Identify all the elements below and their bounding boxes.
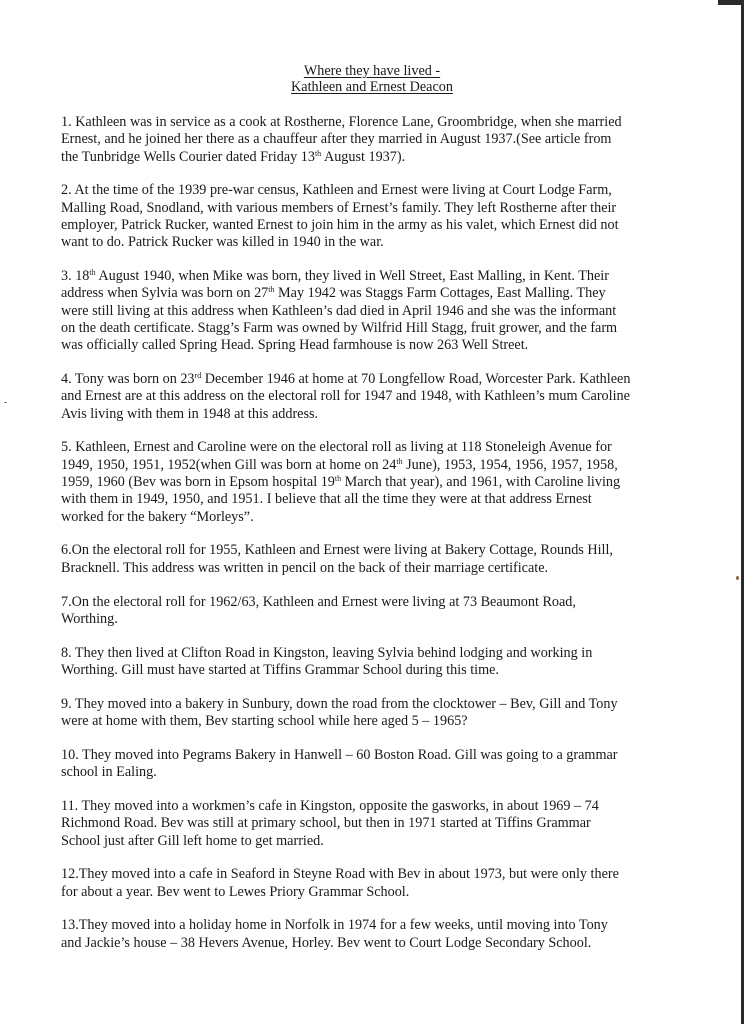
text-line: and Jackie’s house – 38 Hevers Avenue, Horley. Bev went to Court Lodge Secondary School. — [61, 934, 592, 951]
paragraph-12 — [61, 866, 661, 901]
paragraph-6 — [61, 542, 661, 577]
scan-speck — [736, 576, 739, 580]
paragraph-11 — [61, 798, 661, 850]
text-line: school in Ealing. — [61, 764, 157, 781]
text-line: were at home with them, Bev starting school while here aged 5 – 1965? — [61, 713, 468, 730]
text-line: 10. They moved into Pegrams Bakery in Hanwell – 60 Boston Road. Gill was going to a grammar — [61, 746, 618, 763]
text-line: with them in 1949, 1950, and 1951. I believe that all the time they were at that address Ernest — [61, 491, 592, 508]
text-line: were still living at this address when Kathleen’s dad died in April 1946 and she was the informant — [61, 302, 617, 319]
text-line: Ernest, and he joined her there as a chauffeur after they married in August 1937.(See article from — [61, 131, 612, 148]
text-line: 5. Kathleen, Ernest and Caroline were on the electoral roll as living at 118 Stoneleigh Avenue for — [61, 439, 612, 456]
text-line: 1. Kathleen was in service as a cook at Rostherne, Florence Lane, Groombridge, when she married — [61, 114, 622, 130]
text-line: want to do. Patrick Rucker was killed in 1940 in the war. — [61, 234, 384, 251]
text-line: 1949, 1950, 1951, 1952(when Gill was born at home on 24th June), 1953, 1954, 1956, 1957, 1958, — [61, 456, 618, 473]
text-line: on the death certificate. Stagg’s Farm was owned by Wilfrid Hill Stagg, fruit grower, and the farm — [61, 319, 618, 336]
text-line: 13.They moved into a holiday home in Norfolk in 1974 for a few weeks, until moving into Tony — [61, 917, 608, 934]
text-line: was officially called Spring Head. Spring Head farmhouse is now 263 Well Street. — [61, 337, 529, 354]
text-line: 12.They moved into a cafe in Seaford in Steyne Road with Bev in about 1973, but were only there — [61, 866, 619, 883]
paragraph-10 — [61, 747, 661, 782]
paragraph-13 — [61, 917, 661, 952]
paragraph-4 — [61, 371, 661, 423]
paragraph-5 — [61, 439, 661, 525]
title-line-1: Where they have lived - — [303, 63, 441, 79]
text-line: 7.On the electoral roll for 1962/63, Kathleen and Ernest were living at 73 Beaumont Road, — [61, 593, 576, 610]
paragraph-8 — [61, 645, 661, 680]
paragraph-9 — [61, 696, 661, 731]
text-line: for about a year. Bev went to Lewes Priory Grammar School. — [61, 883, 410, 900]
text-line: Malling Road, Snodland, with various members of Ernest’s family. They left Rostherne after their — [61, 199, 617, 216]
text-line: 2. At the time of the 1939 pre-war census, Kathleen and Ernest were living at Court Lodge Farm, — [61, 182, 612, 199]
text-line: School just after Gill left home to get married. — [61, 832, 324, 849]
text-line: Worthing. — [61, 610, 118, 627]
text-line: 11. They moved into a workmen’s cafe in Kingston, opposite the gasworks, in about 1969 – 74 — [61, 797, 599, 814]
text-line: 6.On the electoral roll for 1955, Kathleen and Ernest were living at Bakery Cottage, Rounds Hill, — [61, 542, 613, 559]
text-line: 4. Tony was born on 23rd December 1946 at home at 70 Longfellow Road, Worcester Park. Kathleen — [61, 371, 631, 388]
scan-edge-top — [718, 0, 744, 5]
text-line: 9. They moved into a bakery in Sunbury, down the road from the clocktower – Bev, Gill and Tony — [61, 695, 618, 712]
text-line: Avis living with them in 1948 at this address. — [61, 405, 319, 422]
text-line: 1959, 1960 (Bev was born in Epsom hospital 19th March that year), and 1961, with Caroline living — [61, 474, 621, 491]
paragraph-3 — [61, 268, 661, 354]
text-line: Worthing. Gill must have started at Tiffins Grammar School during this time. — [61, 661, 499, 678]
paragraph-1 — [61, 114, 661, 166]
text-line: the Tunbridge Wells Courier dated Friday 13th August 1937). — [61, 148, 406, 165]
text-line: Bracknell. This address was written in pencil on the back of their marriage certificate. — [61, 559, 549, 576]
text-line: address when Sylvia was born on 27th May 1942 was Staggs Farm Cottages, East Malling. They — [61, 285, 606, 302]
document-body — [61, 114, 661, 968]
text-line: employer, Patrick Rucker, wanted Ernest to join him in the army as his valet, which Ernest did not — [61, 216, 619, 233]
text-line: 8. They then lived at Clifton Road in Kingston, leaving Sylvia behind lodging and working in — [61, 644, 593, 661]
text-line: 3. 18th August 1940, when Mike was born, they lived in Well Street, East Malling, in Kent. Their — [61, 268, 609, 285]
text-line: worked for the bakery “Morleys”. — [61, 508, 254, 525]
title-line-2: Kathleen and Ernest Deacon — [291, 79, 453, 95]
text-line: Richmond Road. Bev was still at primary school, but then in 1971 started at Tiffins Grammar — [61, 815, 591, 832]
text-line: and Ernest are at this address on the electoral roll for 1947 and 1948, with Kathleen’s mum Caroline — [61, 388, 630, 405]
paragraph-7 — [61, 594, 661, 629]
scan-speck — [4, 402, 7, 403]
paragraph-2 — [61, 182, 661, 251]
document-title — [0, 63, 744, 95]
